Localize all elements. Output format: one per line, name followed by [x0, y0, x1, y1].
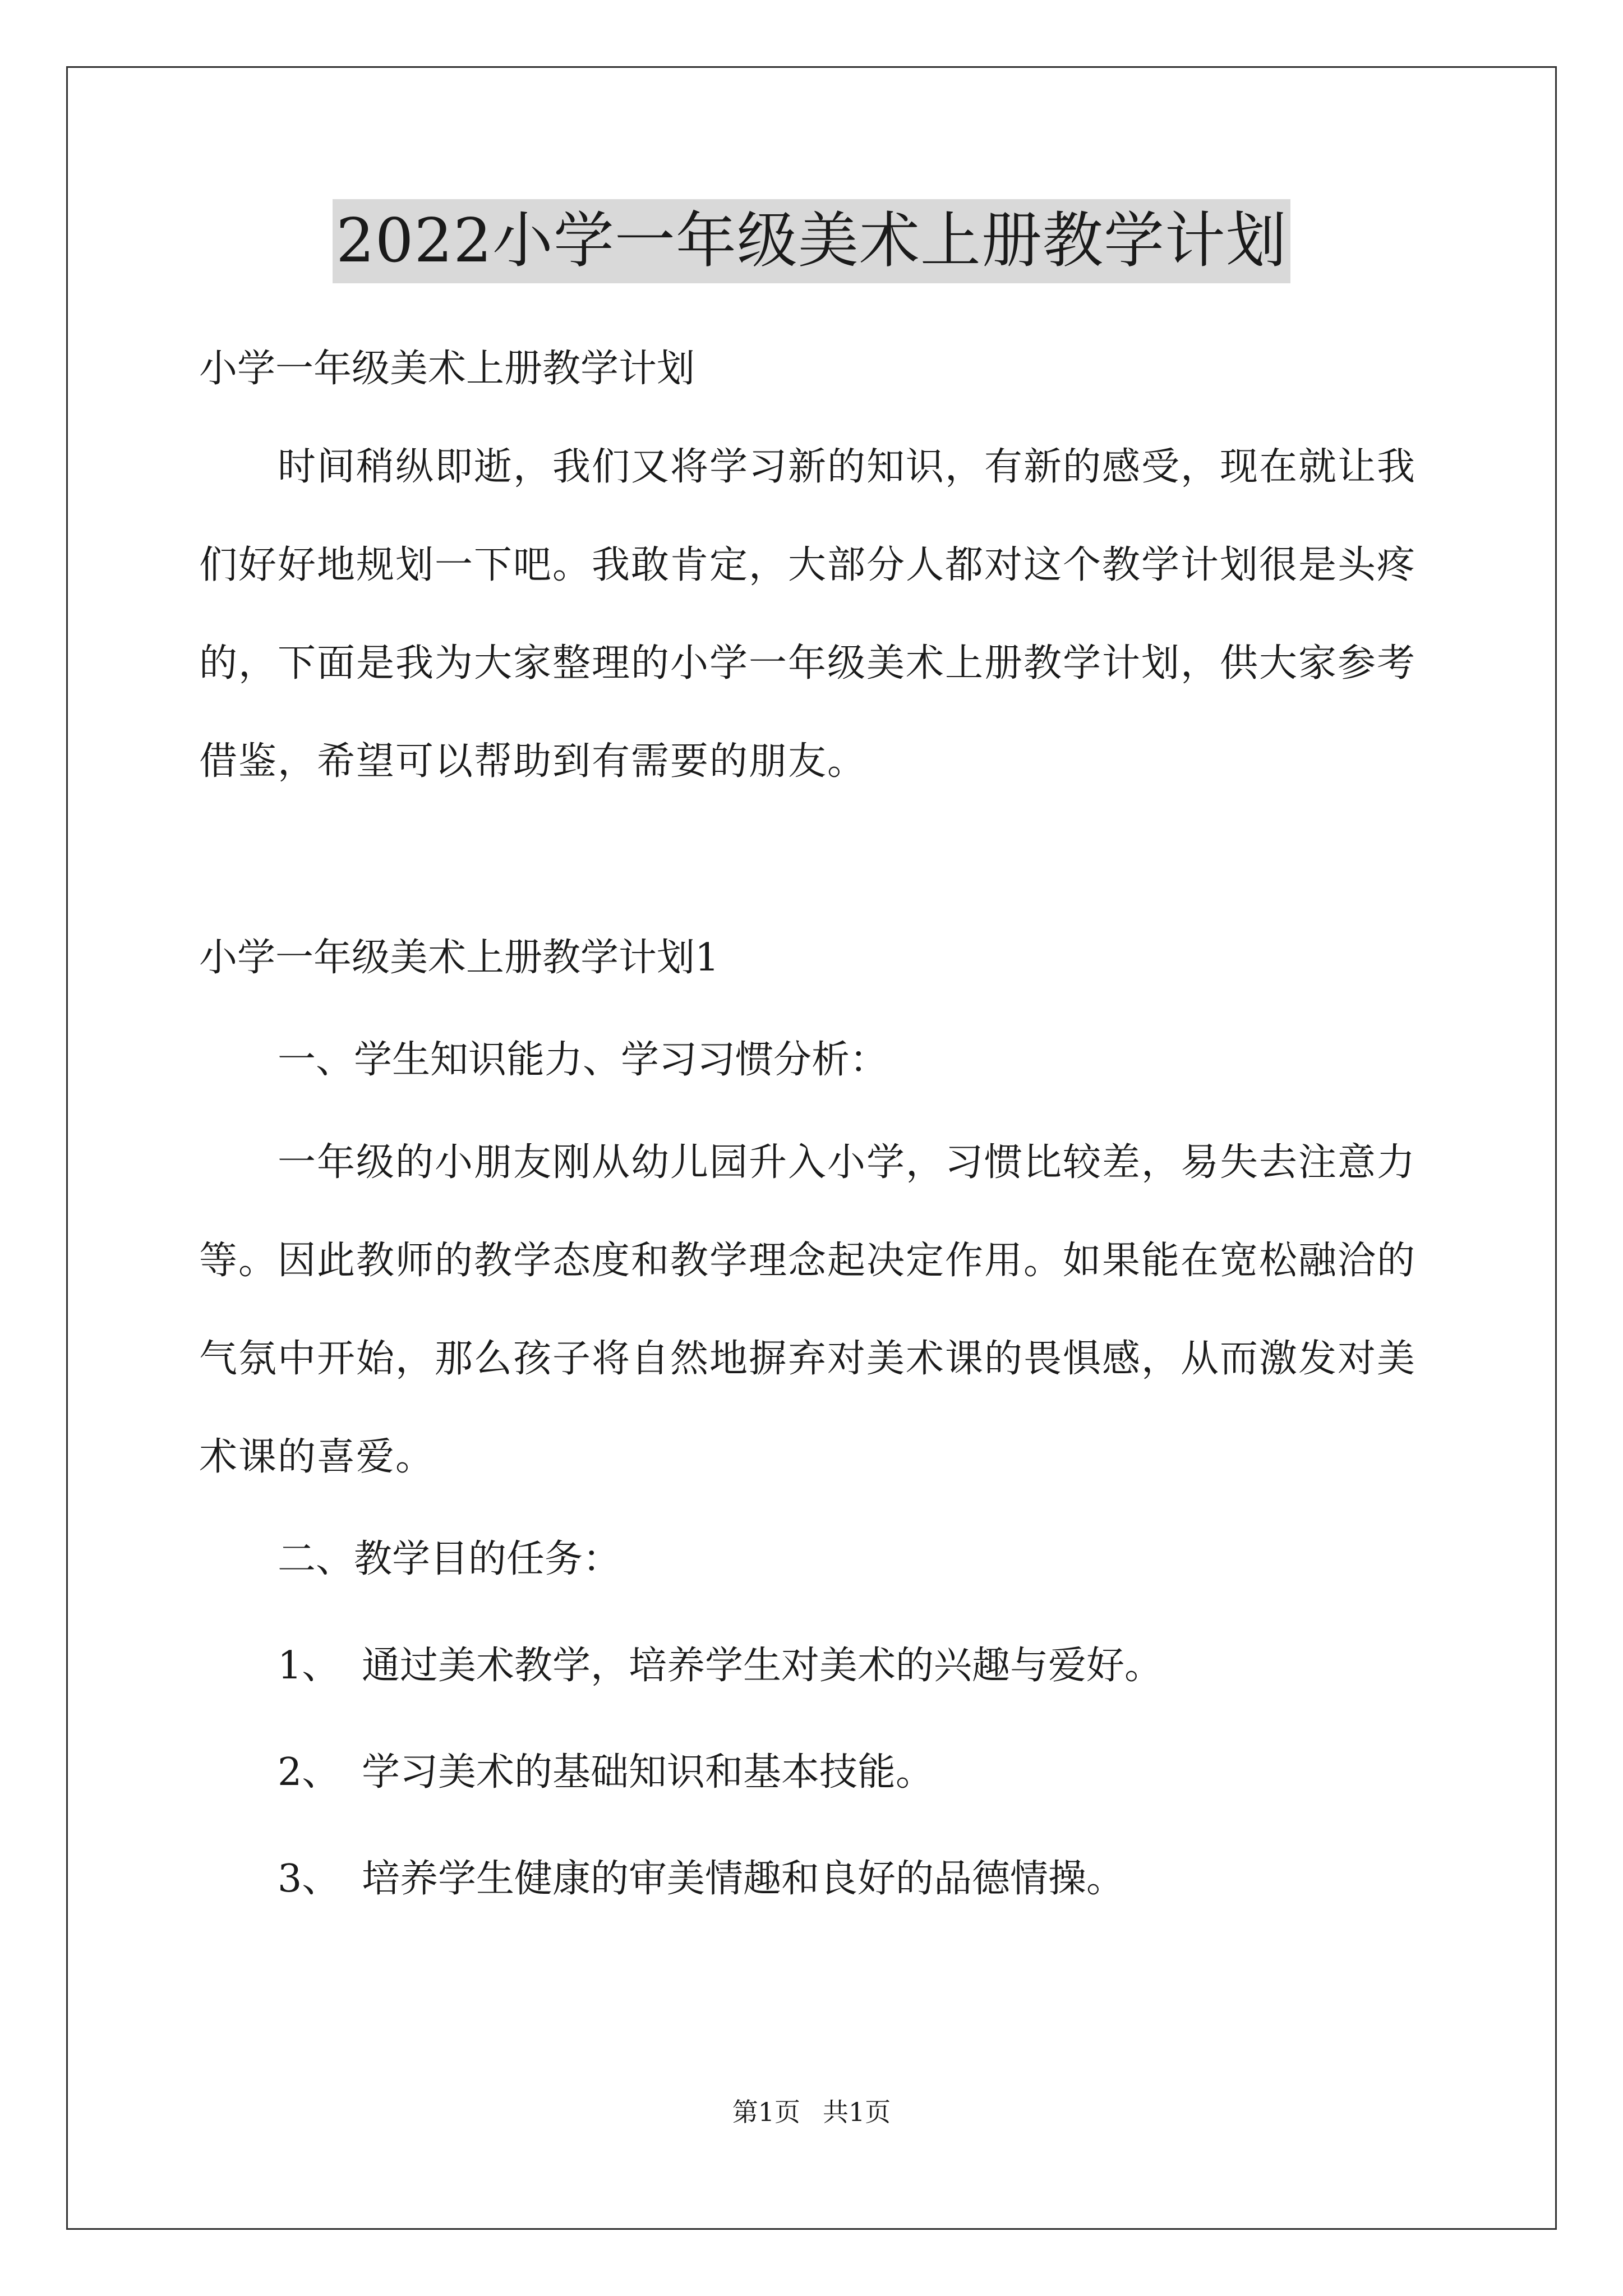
list-item: [199, 1613, 1433, 1719]
plan-heading: 小学一年级美术上册教学计划1: [199, 936, 720, 980]
document-title: 2022小学一年级美术上册教学计划: [333, 199, 1290, 283]
document-subtitle: 小学一年级美术上册教学计划: [199, 347, 695, 391]
section1-body: 一年级的小朋友刚从幼儿园升入小学，习惯比较差，易失去注意力等。因此教师的教学态度和教学理念起决定作用。如果能在宽松融洽的气氛中开始，那么孩子将自然地摒弃对美术课的畏惧感，从而激发对美术课的喜爱。: [199, 1140, 1417, 1479]
list-item-number: 2、: [278, 1750, 340, 1795]
list-item-number: 3、: [278, 1857, 340, 1901]
list-item: [199, 1719, 1433, 1826]
list-item: [199, 1826, 1433, 1932]
page-footer: [0, 2095, 1623, 2129]
list-item-text: 学习美术的基础知识和基本技能。: [362, 1750, 934, 1795]
intro-paragraph: 时间稍纵即逝，我们又将学习新的知识，有新的感受，现在就让我们好好地规划一下吧。我敢肯定，大部分人都对这个教学计划很是头疼的，下面是我为大家整理的小学一年级美术上册教学计划，供大家参考借鉴，希望可以帮助到有需要的朋友。: [199, 445, 1417, 784]
document-body: [199, 320, 1433, 1932]
section2-heading: 二、教学目的任务：: [278, 1537, 621, 1581]
title-wrap: [0, 199, 1623, 283]
page-number-current: 第1页: [732, 2097, 800, 2127]
list-item-number: 1、: [278, 1644, 340, 1688]
section1-heading: 一、学生知识能力、学习习惯分析：: [278, 1038, 888, 1082]
list-item-text: 通过美术教学，培养学生对美术的兴趣与爱好。: [362, 1644, 1163, 1688]
list-item-text: 培养学生健康的审美情趣和良好的品德情操。: [362, 1857, 1125, 1901]
page-number-total: 共1页: [823, 2097, 891, 2127]
